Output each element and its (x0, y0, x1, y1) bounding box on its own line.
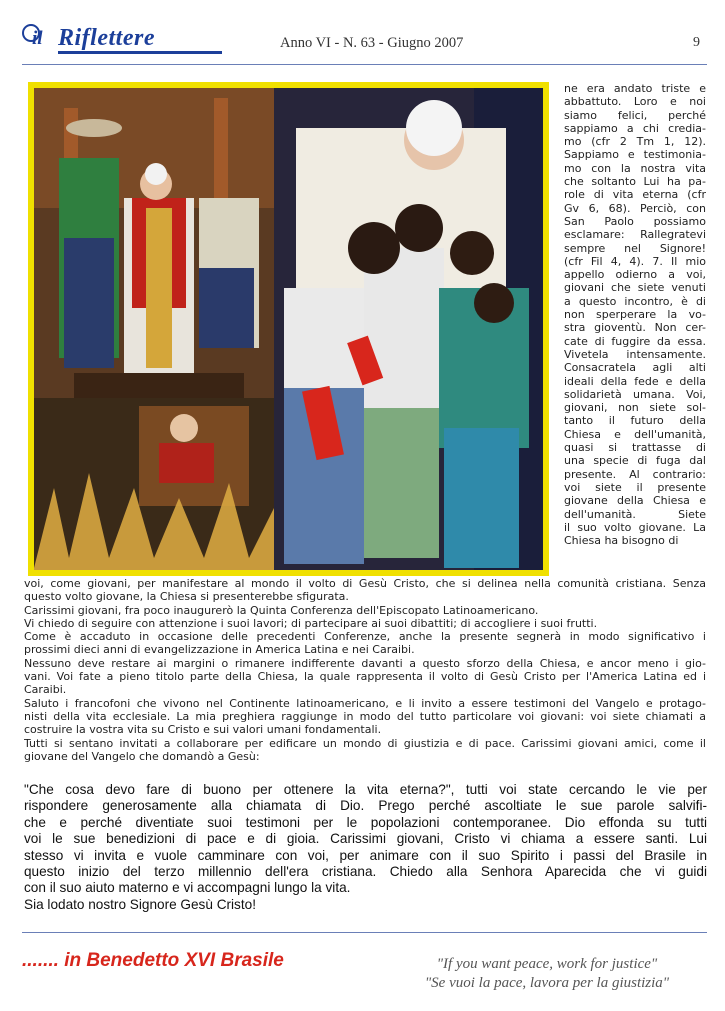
side-line: una specie di fuga dal (564, 454, 706, 468)
motto-english: "If you want peace, work for justice" (436, 956, 658, 972)
side-line: tanto il futuro della (564, 414, 706, 428)
body-line: prossimi dieci anni di evangelizzazione in America Latina e nei Caraibi. (24, 643, 415, 657)
side-line: ne era andato triste e (564, 82, 706, 95)
issue-info: Anno VI - N. 63 - Giugno 2007 (280, 35, 464, 51)
side-line: Consacratela agli alti (564, 361, 706, 375)
side-line: presente. Al contrario: (564, 467, 706, 481)
side-line: non sperperare la vo- (564, 308, 706, 322)
body-line: voi, come giovani, per manifestare al mondo il volto di Gesù Cristo, che si delinea nella comunità cristiana. Senza (24, 577, 706, 590)
page-number: 9 (693, 35, 700, 50)
quote-text (24, 782, 707, 913)
side-line: (cfr Fil 4, 4). 7. Il mio (564, 254, 706, 268)
body-line: Vi chiedo di seguire con attenzione i suoi lavori; di partecipare ai suoi dibattiti; di accogliere i suoi frutti. (24, 616, 598, 630)
quote-line: stesso vi invita e vuole camminare con voi, per animare con il suo Spirito i passi del Brasile in (24, 847, 707, 863)
side-column-text (564, 82, 706, 547)
body-line: giovane del Vangelo che domandò a Gesù: (24, 749, 260, 763)
motto-italian: "Se vuoi la pace, lavora per la giustizia" (424, 975, 670, 991)
header-divider (22, 64, 707, 65)
side-line: a questo incontro, è di (564, 294, 706, 308)
photo-collage (28, 82, 549, 576)
body-line: Carissimi giovani, fra poco inaugurerò la Quinta Conferenza dell'Episcopato Latinoamericano. (24, 603, 539, 617)
side-line: Vivetela intensamente. (564, 347, 706, 361)
body-line: nisti della vita ecclesiale. La mia preghiera raggiunge in modo del tutto particolare voi giovani: voi siete chiamati a (24, 709, 706, 723)
body-line: questo volto giovane, la Chiesa si presenterebbe sfigurata. (24, 590, 349, 604)
page-header (0, 0, 725, 70)
body-line: Saluto i francofoni che vivono nel Continente latinoamericano, e li invito a essere testimoni del Vangelo e protago- (24, 696, 706, 710)
footer-divider (22, 932, 707, 933)
quote-line: rispondere generosamente alla chiamata di Dio. Prego perché ascoltiate le sue parole salvifi- (24, 798, 707, 814)
footer-motto (392, 955, 702, 993)
side-line: voi siete il presente (564, 480, 706, 494)
side-line: cate di fuggire da essa. (564, 334, 706, 348)
side-line: che soltanto Lui ha pa- (564, 175, 706, 189)
side-line: Chiesa ha bisogno di (564, 534, 679, 548)
body-line: Caraibi. (24, 683, 67, 697)
body-line: costruire la vostra vita su Cristo e sui valori umani fondamentali. (24, 723, 382, 737)
side-line: dell'umanità. Siete (564, 507, 706, 521)
logo-name: Riflettere (58, 25, 155, 51)
body-line: Come è accaduto in occasione delle precedenti Conferenze, anche la presente segnerà in modo significativo i (24, 630, 706, 644)
body-line: Tutti si sentano invitati a collaborare per edificare un mondo di giustizia e di pace. Carissimi giovani amici, come il (24, 736, 706, 750)
side-line: mo (cfr 2 Tm 1, 12). (564, 135, 706, 149)
body-line: vani. Voi fate a pieno titolo parte della Chiesa, la quale rappresenta il volto di Gesù Cristo per l'America Latina ed i (24, 670, 706, 684)
side-line: giovani che siete venuti (564, 281, 706, 295)
side-line: il suo volto giovane. La (564, 520, 706, 534)
photo-collage-image (34, 88, 543, 570)
side-line: sempre nel Signore! (564, 241, 706, 255)
side-line: abbattuto. Loro e noi (564, 95, 706, 109)
quote-line: voi le sue benedizioni di pace e di gioia. Carissimi giovani, Cristo vi chiama a essere santi. Lui (24, 831, 707, 847)
quote-line: "Che cosa devo fare di buono per ottenere la vita eterna?", tutti voi state cercando le vie per (24, 782, 707, 797)
side-line: quasi si trattasse di (564, 441, 706, 455)
side-line: Gv 6, 68). Perciò, con (564, 201, 706, 215)
side-line: Sappiamo e testimonia- (564, 148, 706, 162)
side-line: giovane della Chiesa e (564, 494, 706, 508)
side-line: Chiesa e dell'umanità, (564, 427, 706, 441)
side-line: sappiamo a chi credia- (564, 121, 706, 135)
footer-caption: ....... in Benedetto XVI Brasile (22, 950, 284, 971)
side-line: ideali della fede e della (564, 374, 706, 388)
side-line: solidarietà umana. Voi, (564, 387, 706, 401)
side-line: San Paolo possiamo (564, 214, 706, 228)
side-line: role di vita eterna (cfr (564, 188, 706, 202)
side-line: mo con la nostra vita (564, 161, 706, 175)
side-line: stra gioventù. Non cer- (564, 321, 706, 335)
logo-prefix: il (32, 28, 43, 49)
side-line: appello odierno a voi, (564, 268, 706, 282)
body-text (24, 577, 706, 763)
quote-line: che e perché diventiate suoi testimoni per le popolazioni contemporanee. Dio effonda su tutti (24, 814, 707, 830)
body-line: Nessuno deve restare ai margini o rimanere indifferente davanti a questo sforzo della Chiesa, e ancor meno i gio- (24, 656, 706, 670)
quote-line: questo inizio del terzo millennio dell'era cristiana. Chiedo alla Senhora Aparecida che vi guidi (24, 864, 707, 880)
side-line: siamo felici, perché (564, 108, 706, 122)
quote-line: Sia lodato nostro Signore Gesù Cristo! (24, 896, 256, 912)
quote-line: con il suo aiuto materno e vi accompagni lungo la vita. (24, 880, 351, 896)
side-line: esclamare: Rallegratevi (564, 228, 706, 242)
side-line: giovani, non siete sol- (564, 401, 706, 415)
logo-underline (58, 51, 222, 54)
